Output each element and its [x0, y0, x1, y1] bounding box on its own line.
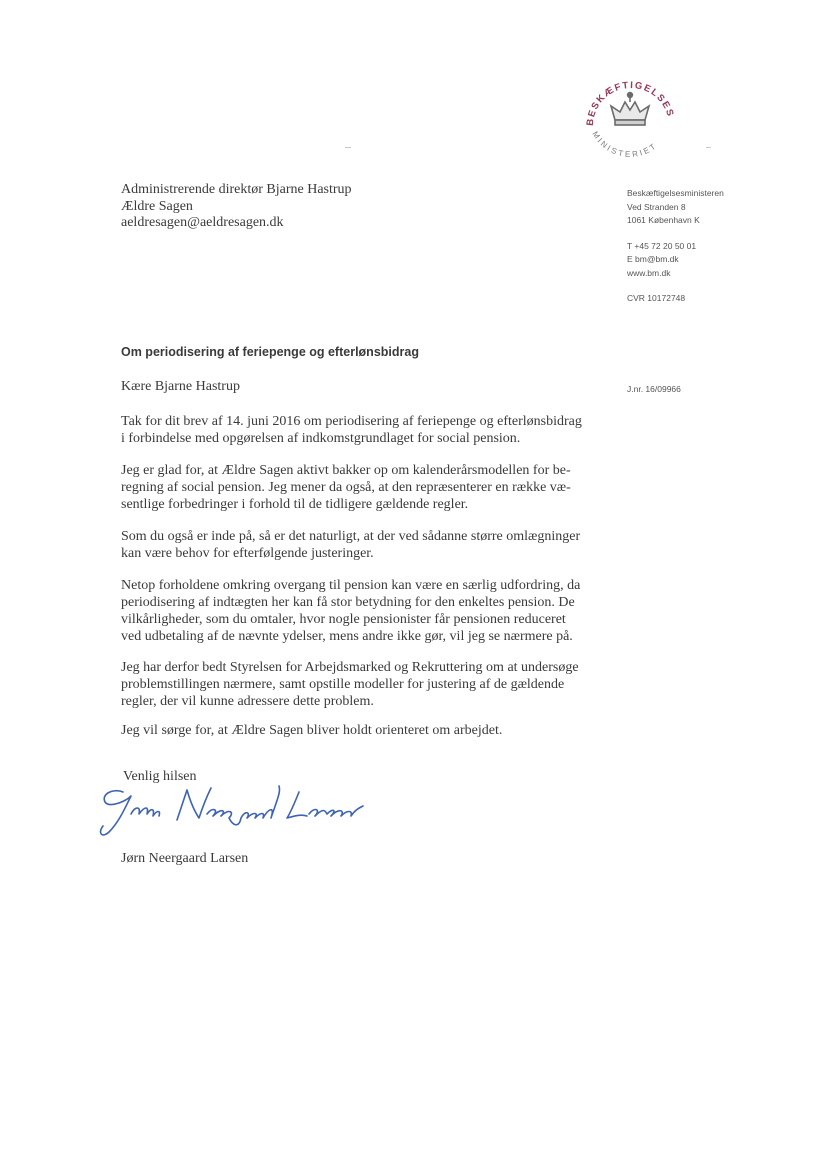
signer-name: Jørn Neergaard Larsen — [121, 851, 249, 866]
paragraph-line: i forbindelse med opgørelsen af indkomstgrundlaget for social pension. — [121, 431, 521, 446]
recipient-title: Administrerende direktør Bjarne Hastrup — [121, 182, 352, 197]
handwritten-signature — [95, 778, 365, 842]
paragraph-line: sentlige forbedringer i forhold til de tidligere gældende regler. — [121, 497, 469, 512]
paragraph-line: periodisering af indtægten her kan få stor betydning for den enkeltes pension. De — [121, 595, 575, 610]
paragraph-1 — [121, 413, 582, 447]
svg-text:MINISTERIET — [590, 130, 659, 159]
sender-city: 1061 København K — [627, 215, 700, 225]
sender-email: E bm@bm.dk — [627, 254, 679, 264]
paragraph-line: Tak for dit brev af 14. juni 2016 om periodisering af feriepenge og efterlønsbidrag — [121, 414, 582, 429]
recipient-email: aeldresagen@aeldresagen.dk — [121, 215, 284, 230]
paragraph-line: problemstillingen nærmere, samt opstille modeller for justering af de gældende — [121, 677, 565, 692]
paragraph-line: vilkårligheder, som du omtaler, hvor nogle pensionister får pensionen reduceret — [121, 612, 566, 627]
paragraph-3 — [121, 528, 580, 562]
sender-name: Beskæftigelsesministeren — [627, 188, 724, 198]
logo-arc-bottom-text: MINISTERIET — [590, 129, 660, 159]
sender-cvr: CVR 10172748 — [627, 293, 686, 303]
sender-web: www.bm.dk — [627, 267, 671, 278]
paragraph-line: regler, der vil kunne adressere dette problem. — [121, 694, 374, 709]
recipient-address — [121, 182, 352, 232]
recipient-organization: Ældre Sagen — [121, 198, 193, 214]
logo-arc-top-text: BESKÆFTIGELSES — [584, 79, 676, 127]
fold-mark-right — [706, 147, 711, 148]
paragraph-line: Netop forholdene omkring overgang til pension kan være en særlig udfordring, da — [121, 578, 581, 593]
closing: Venlig hilsen — [123, 769, 197, 784]
crown-icon — [611, 93, 649, 125]
paragraph-5 — [121, 659, 579, 710]
paragraph-line: kan være behov for efterfølgende justeringer. — [121, 546, 374, 561]
paragraph-line: regning af social pension. Jeg mener da også, at den repræsenterer en række væ- — [121, 480, 571, 495]
paragraph-line: Jeg er glad for, at Ældre Sagen aktivt bakker op om kalenderårsmodellen for be- — [121, 463, 571, 478]
sender-street: Ved Stranden 8 — [627, 201, 686, 212]
paragraph-line: Jeg vil sørge for, at Ældre Sagen bliver holdt orienteret om arbejdet. — [121, 723, 503, 738]
paragraph-4 — [121, 577, 580, 645]
sender-address — [627, 187, 724, 306]
salutation: Kære Bjarne Hastrup — [121, 379, 240, 394]
fold-mark-left — [345, 147, 351, 148]
ministry-logo — [575, 60, 685, 170]
paragraph-2 — [121, 462, 571, 513]
journal-number: J.nr. 16/09966 — [627, 384, 681, 394]
sender-phone: T +45 72 20 50 01 — [627, 240, 697, 251]
letter-subject: Om periodisering af feriepenge og efterlønsbidrag — [121, 345, 419, 359]
paragraph-6 — [121, 722, 502, 739]
paragraph-line: Som du også er inde på, så er det naturligt, at der ved sådanne større omlægninger — [121, 529, 581, 544]
paragraph-line: Jeg har derfor bedt Styrelsen for Arbejdsmarked og Rekruttering om at undersøge — [121, 660, 579, 675]
paragraph-line: ved udbetaling af de nævnte ydelser, mens andre ikke gør, vil jeg se nærmere på. — [121, 629, 573, 644]
